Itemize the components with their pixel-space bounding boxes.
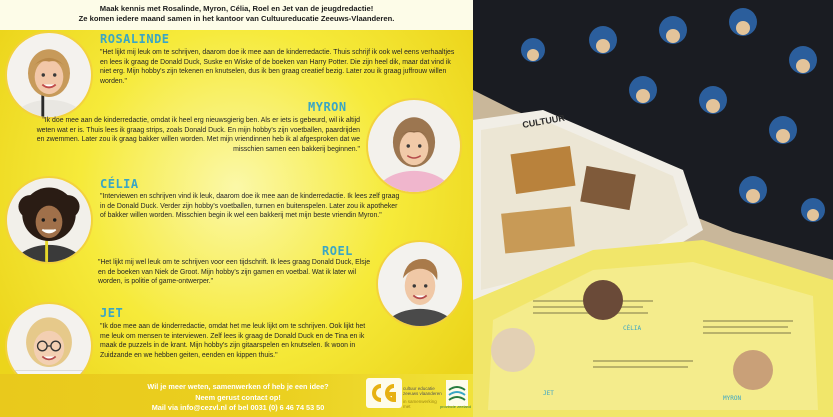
cultuureducatie-logo-text xyxy=(403,386,443,409)
celia-thumbnail xyxy=(583,280,623,320)
newspaper-name-jet: JET xyxy=(543,390,554,397)
intro-header xyxy=(0,0,473,30)
contact-line-3[interactable]: Mail via info@cezvl.nl of bel 0031 (0) 6 46 74 53 50 xyxy=(151,403,325,412)
myron-photo xyxy=(366,98,462,194)
jet-thumbnail xyxy=(491,328,535,372)
newspaper-name-celia: CÉLIA xyxy=(623,325,642,332)
provincie-zeeland-logo-icon xyxy=(446,380,468,406)
portrait-boy-icon xyxy=(378,242,462,326)
newspaper-masthead: CULTUUR xyxy=(521,112,566,130)
myron-thumbnail xyxy=(733,350,773,390)
rosalinde-photo xyxy=(5,31,93,119)
portrait-girl-blond-icon xyxy=(7,33,91,117)
intro-line-2: Ze komen iedere maand samen in het kantoor van Cultuureducatie Zeeuws-Vlaanderen. xyxy=(78,14,395,23)
contact-text xyxy=(108,382,368,414)
newspaper-name-myron: MYRON xyxy=(723,395,742,402)
roel-name: ROEL xyxy=(322,244,353,258)
contact-line-2: Neem gerust contact op! xyxy=(195,392,281,402)
rosalinde-quote: "Het lijkt mij leuk om te schrijven, daarom doe ik mee aan de kinderredactie. Thuis schrijf ik ook wel eens verhaaltjes en lees ik graag de Donald Duck, Suske en Wiske of de boeken van Harry Potter. Die zijn heel dik, maar dat vind ik niet erg. Mijn hobby's zijn tekenen en knutselen, dus ik ben graag creatief bezig. Later zou ik graag juffrouw willen worden." xyxy=(100,49,455,85)
cultuureducatie-subtitle: cultuur educatie zeeuws vlaanderen xyxy=(403,386,442,396)
newspaper-photo xyxy=(473,0,833,417)
celia-name: CÉLIA xyxy=(100,177,139,191)
cultuureducatie-tagline: in samenwerking met xyxy=(403,399,437,409)
portrait-girl-pink-icon xyxy=(368,100,460,192)
cultuureducatie-logo-icon xyxy=(366,378,402,408)
contact-line-1: Wil je meer weten, samenwerken of heb je een idee? xyxy=(147,382,329,391)
newspaper-scene xyxy=(473,0,833,417)
celia-photo xyxy=(5,176,93,264)
myron-name: MYRON xyxy=(308,100,347,114)
rosalinde-name: ROSALINDE xyxy=(100,32,170,46)
myron-quote: "Ik doe mee aan de kinderredactie, omdat ik heel erg nieuwsgierig ben. Als er iets is gebeurd, wil ik altijd weten wat er is. Thuis lees ik graag strips, zoals Donald Duck. En mijn hobby's zijn voetballen, paardrijden en zwemmen. Later zou ik graag bakker willen worden. Met mijn vriendinnen heb ik al afgesproken dat we misschien samen een bakkerij beginnen." xyxy=(36,117,360,153)
intro-line-1: Maak kennis met Rosalinde, Myron, Célia, Roel en Jet van de jeugdredactie! xyxy=(99,4,374,13)
jet-quote: "Ik doe mee aan de kinderredactie, omdat het me leuk lijkt om te schrijven. Ook lijkt het me leuk om mensen te interviewen. Zelf lees ik graag de Donald Duck en de Tina en ik maak de puzzels in de krant. Mijn hobby's zijn gitaarspelen en knutselen. Ik woon in Zuidzande en we hebben geiten, eenden en kippen thuis." xyxy=(100,323,366,359)
roel-photo xyxy=(376,240,464,328)
roel-quote: "Het lijkt mij wel leuk om te schrijven voor een tijdschrift. Ik lees graag Donald Duck, Elsje en de boeken van Niek de Groot. Mijn hobby's zijn gamen en voetbal. Wat ik later wil worden, is politie of game-ontwerper." xyxy=(98,259,371,286)
portrait-girl-curly-icon xyxy=(7,178,91,262)
provincie-zeeland-logo-text: provincie zeeland xyxy=(440,404,472,409)
celia-quote: "Interviewen en schrijven vind ik leuk, daarom doe ik mee aan de kinderredactie. Ik lees zelf graag in de Donald Duck. Verder zijn hobby's voetballen, turnen en buitenspelen. Later zou ik apotheker of bakker willen worden. Misschien begin ik wel een bakkerij met mijn beste vriendin Myron." xyxy=(100,193,400,220)
jet-name: JET xyxy=(100,306,124,320)
